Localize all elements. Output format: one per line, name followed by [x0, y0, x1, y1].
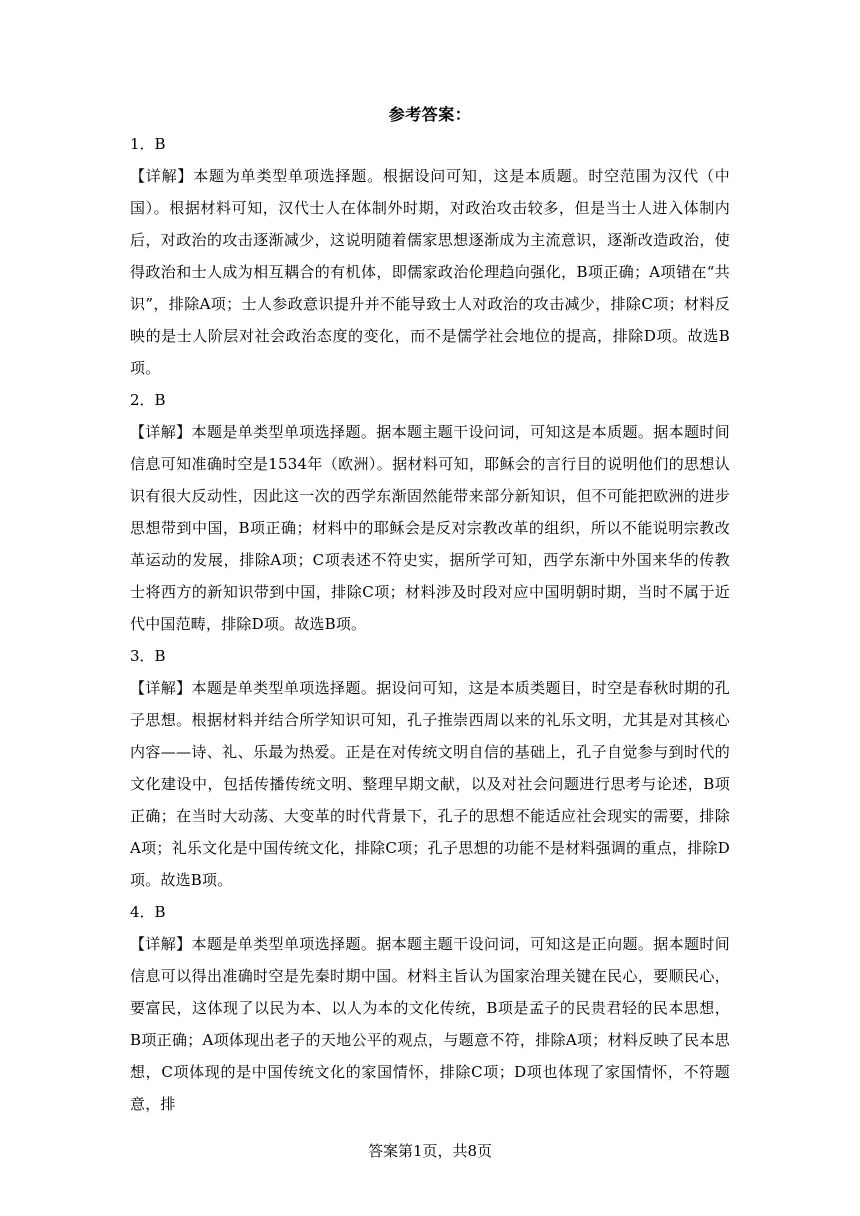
answer-detail-1: 【详解】本题为单类型单项选择题。根据设问可知，这是本质题。时空范围为汉代（中国）。根据材料可知，汉代士人在体制外时期，对政治攻击较多，但是当士人进入体制内后，对政治的攻击逐渐减少，这说明随着儒家思想逐渐成为主流意识，逐渐改造政治，使得政治和士人成为相互耦合的有机体，即儒家政治伦理趋向强化，B项正确；A项错在“共识”，排除A项；士人参政意识提升并不能导致士人对政治的攻击减少，排除C项；材料反映的是士人阶层对社会政治态度的变化，而不是儒学社会地位的提高，排除D项。故选B项。 [130, 167, 730, 377]
answer-number-1: 1．B [130, 135, 166, 153]
answer-detail-4: 【详解】本题是单类型单项选择题。据本题主题干设问词，可知这是正向题。据本题时间信息可以得出准确时空是先秦时期中国。材料主旨认为国家治理关键在民心，要顺民心，要富民，这体现了以民为本、以人为本的文化传统，B项是孟子的民贵君轻的民本思想，B项正确；A项体现出老子的天地公平的观点，与题意不符，排除A项；材料反映了民本思想，C项体现的是中国传统文化的家国情怀，排除C项；D项也体现了家国情怀，不符题意，排 [130, 935, 730, 1113]
page-footer: 答案第1页，共8页 [367, 1142, 493, 1160]
page-title: 参考答案： [388, 105, 472, 124]
answer-detail-3: 【详解】本题是单类型单项选择题。据设问可知，这是本质类题目，时空是春秋时期的孔子思想。根据材料并结合所学知识可知，孔子推崇西周以来的礼乐文明，尤其是对其核心内容——诗、礼、乐最为热爱。正是在对传统文明自信的基础上，孔子自觉参与到时代的文化建设中，包括传播传统文明、整理早期文献，以及对社会问题进行思考与论述，B项正确；在当时大动荡、大变革的时代背景下，孔子的思想不能适应社会现实的需要，排除A项；礼乐文化是中国传统文化，排除C项；孔子思想的功能不是材料强调的重点，排除D项。故选B项。 [130, 679, 730, 889]
answer-number-2: 2．B [130, 391, 166, 409]
answer-number-3: 3．B [130, 647, 166, 665]
answer-detail-2: 【详解】本题是单类型单项选择题。据本题主题干设问词，可知这是本质题。据本题时间信息可知准确时空是1534年（欧洲）。据材料可知，耶稣会的言行目的说明他们的思想认识有很大反动性，因此这一次的西学东渐固然能带来部分新知识，但不可能把欧洲的进步思想带到中国，B项正确；材料中的耶稣会是反对宗教改革的组织，所以不能说明宗教改革运动的发展，排除A项；C项表述不符史实，据所学可知，西学东渐中外国来华的传教士将西方的新知识带到中国，排除C项；材料涉及时段对应中国明朝时期，当时不属于近代中国范畴，排除D项。故选B项。 [130, 423, 730, 633]
answer-number-4: 4．B [130, 903, 166, 921]
answer-list [130, 130, 730, 1122]
